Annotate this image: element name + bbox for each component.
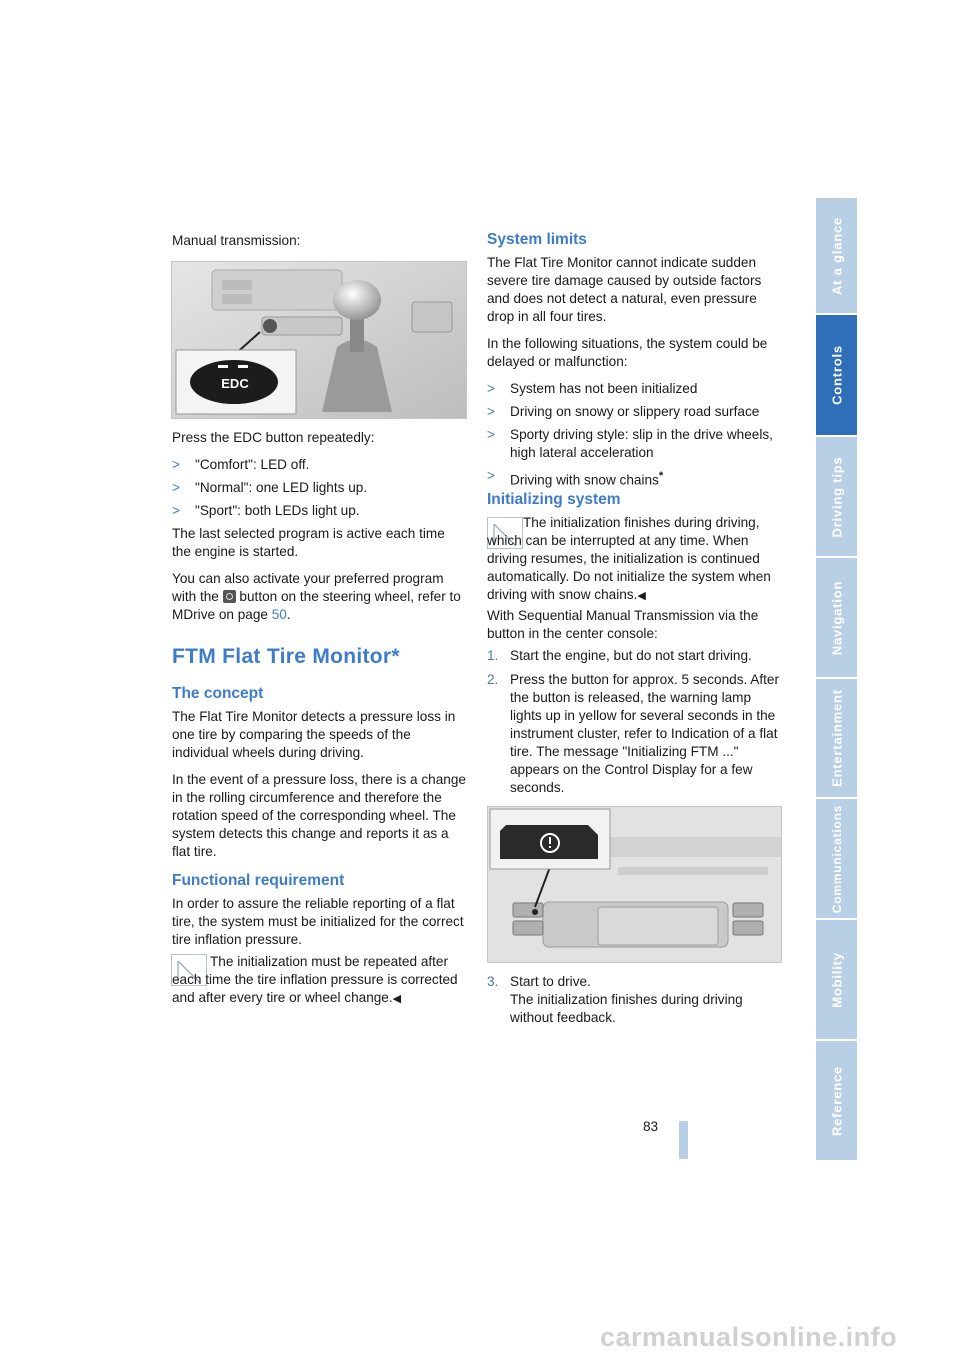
watermark: carmanualsonline.info [600, 1322, 898, 1352]
concept-heading: The concept [172, 685, 264, 702]
step-2: 2. Press the button for approx. 5 seconds. After the button is released, the warning lamp lights up in yellow for several seconds in the instrument cluster, refer to Indication of a flat tire. The message "Initializing FTM ..." appears on the Control Display for a few seconds. [487, 672, 780, 795]
tab-mobility[interactable]: Mobility [816, 920, 857, 1039]
tab-navigation[interactable]: Navigation [816, 558, 857, 677]
page-number: 83 [643, 1119, 659, 1134]
mdrive-text: You can also activate your preferred program with the button on the steering wheel, refer to MDrive on page 50. [172, 571, 461, 622]
list-item: > Driving with snow chains* [487, 468, 664, 488]
tab-driving-tips[interactable]: Driving tips [816, 437, 857, 556]
edc-button-label: EDC [221, 376, 249, 391]
concept-paragraph-1: The Flat Tire Monitor detects a pressure loss in one tire by comparing the speeds of the individual wheels during driving. [172, 709, 456, 760]
end-marker: ◀ [392, 993, 402, 1005]
initializing-system-heading: Initializing system [487, 491, 621, 508]
ftm-button-image [487, 806, 782, 963]
functional-paragraph: In order to assure the reliable reporting of a flat tire, the system must be initialized for the correct tire inflation pressure. [172, 896, 464, 947]
center-console-illustration [488, 807, 781, 962]
functional-requirement-heading: Functional requirement [172, 872, 345, 889]
list-item: > "Sport": both LEDs light up. [172, 503, 360, 518]
list-item: > "Normal": one LED lights up. [172, 480, 368, 495]
end-marker: ◀ [637, 590, 646, 602]
asterisk: * [658, 470, 664, 482]
list-item: > "Comfort": LED off. [172, 457, 310, 472]
tab-reference[interactable]: Reference [816, 1041, 857, 1160]
mdrive-button-icon [223, 590, 236, 603]
concept-paragraph-2: In the event of a pressure loss, there is a change in the rolling circumference and therefore the rotation speed of the corresponding wheel. The system detects this change and reports it as a flat tire. [172, 772, 466, 859]
tab-communications[interactable]: Communications [816, 799, 857, 918]
bullet-marker: > [172, 480, 180, 495]
page-number-marker [679, 1121, 688, 1159]
ftm-heading: FTM Flat Tire Monitor* [172, 645, 400, 668]
gear-shifter-illustration [172, 262, 466, 418]
list-item: > Driving on snowy or slippery road surface [487, 404, 760, 419]
list-item: > System has not been initialized [487, 381, 698, 396]
system-limits-heading: System limits [487, 231, 587, 248]
limits-paragraph-1: The Flat Tire Monitor cannot indicate sudden severe tire damage caused by outside factors and does not detect a natural, even pressure drop in all four tires. [487, 255, 762, 324]
manual-transmission-label: Manual transmission: [172, 233, 301, 248]
list-item: > Sporty driving style: slip in the drive wheels, high lateral acceleration [487, 427, 773, 460]
tab-entertainment[interactable]: Entertainment [816, 679, 857, 797]
page-link-50[interactable]: 50 [271, 607, 287, 622]
bullet-marker: > [172, 503, 180, 518]
last-program-text: The last selected program is active each time the engine is started. [172, 526, 445, 559]
note-text: The initialization must be repeated after each time the tire inflation pressure is corrected and after every tire or wheel change.◀ [172, 954, 458, 1005]
step-1: 1. Start the engine, but do not start driving. [487, 648, 752, 663]
smt-intro-text: With Sequential Manual Transmission via the button in the center console: [487, 608, 759, 641]
press-edc-text: Press the EDC button repeatedly: [172, 430, 375, 445]
tab-at-a-glance[interactable]: At a glance [816, 198, 857, 313]
limits-paragraph-2: In the following situations, the system could be delayed or malfunction: [487, 336, 768, 369]
bullet-marker: > [172, 457, 180, 472]
tab-controls[interactable]: Controls [816, 315, 857, 435]
edc-console-image [171, 261, 467, 419]
step-3: 3. Start to drive. The initialization finishes during driving without feedback. [487, 974, 743, 1025]
init-note-text: The initialization finishes during driving, which can be interrupted at any time. When driving resumes, the initialization is continued automatically. Do not initialize the system when driving with snow chains.◀ [487, 515, 771, 602]
